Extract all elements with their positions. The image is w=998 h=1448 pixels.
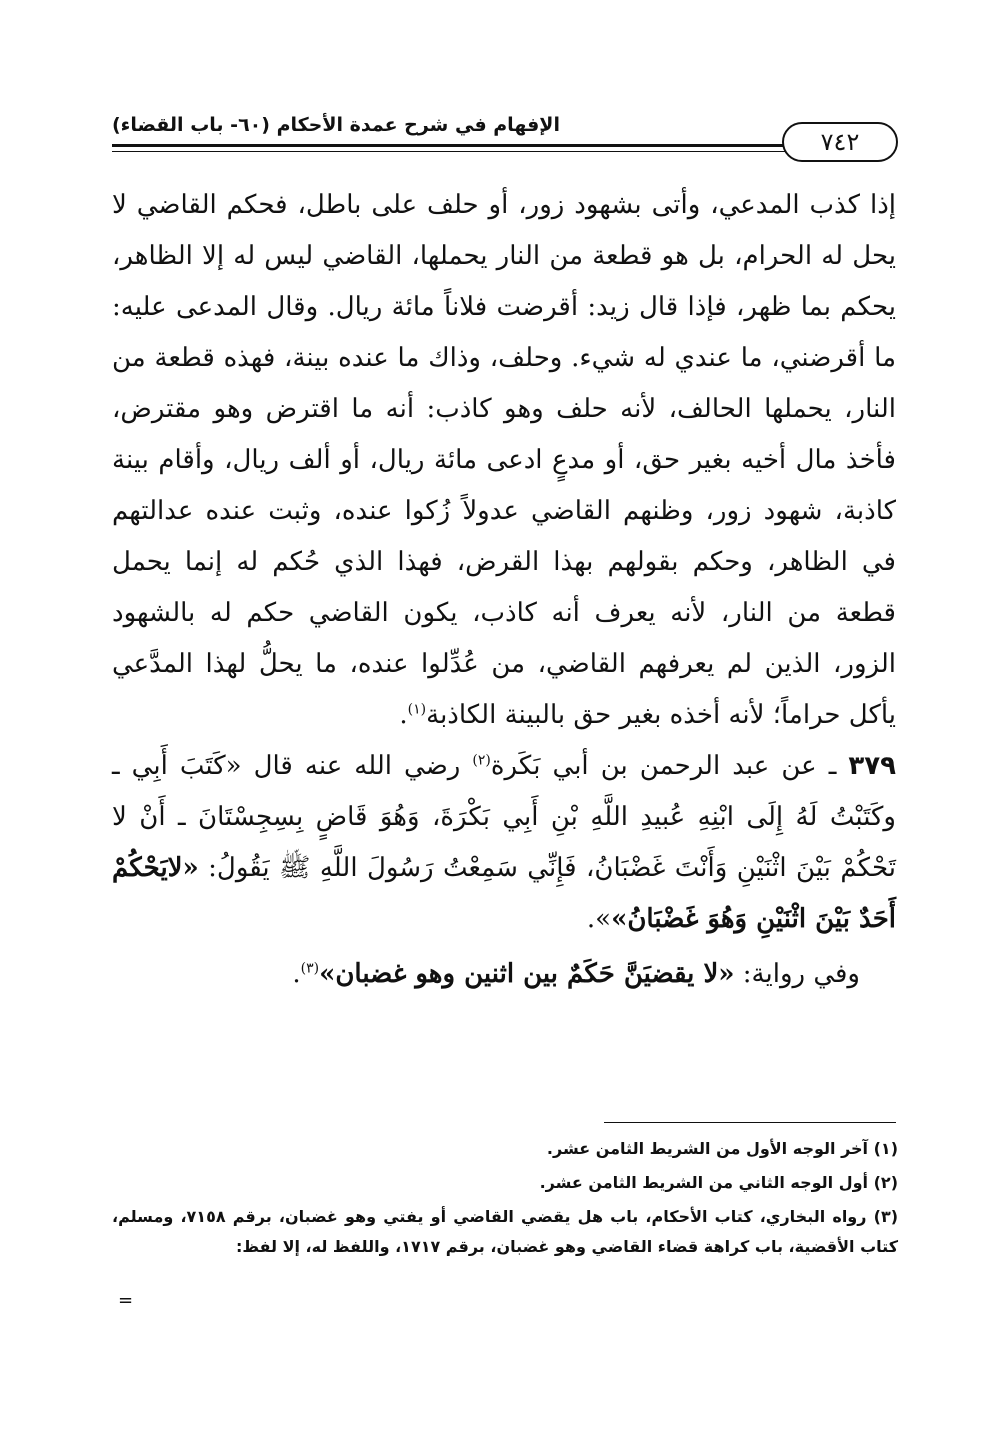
footnote-separator <box>604 1122 896 1123</box>
hadith-number: ٣٧٩ <box>848 751 896 781</box>
variant-quote: «لا يقضيَنَّ حَكَمٌ بين اثنين وهو غضبان» <box>319 959 735 989</box>
footnote-3: (٣) رواه البخاري، كتاب الأحكام، باب هل يقضي القاضي أو يفتي وهو غضبان، برقم ٧١٥٨، ومسلم، كتاب الأقضية، باب كراهة قضاء القاضي وهو غضبان، برقم ١٧١٧، واللفظ له، إلا لفظ: <box>112 1207 899 1256</box>
page-header <box>112 108 898 178</box>
paragraph-commentary <box>112 180 896 741</box>
continuation-mark: = <box>118 1290 134 1311</box>
hadith-end: ». <box>586 904 612 934</box>
footnote-2: (٢) أول الوجه الثاني من الشريط الثامن عشر. <box>539 1173 898 1192</box>
footnote-ref-2: (٢) <box>472 752 491 769</box>
commentary-end: . <box>399 700 408 730</box>
main-text <box>112 180 896 1000</box>
paragraph-hadith <box>112 741 896 945</box>
running-title: الإفهام في شرح عمدة الأحكام (٦٠- باب القضاء) <box>112 114 560 136</box>
paragraph-variant <box>112 949 896 1000</box>
footnote-ref-1: (١) <box>407 701 427 718</box>
footnotes <box>112 1134 898 1266</box>
footnote-1: (١) آخر الوجه الأول من الشريط الثامن عشر. <box>546 1139 898 1158</box>
footnote-ref-3: (٣) <box>300 960 320 977</box>
page-number: ٧٤٢ <box>782 122 898 162</box>
commentary-text: إذا كذب المدعي، وأتى بشهود زور، أو حلف على باطل، فحكم القاضي لا يحل له الحرام، بل هو قطعة من النار يحملها، القاضي ليس له إلا الظاهر، يحكم بما ظهر، فإذا قال زيد: أقرضت فلاناً مائة ريال. وقال المدعى عليه: ما أقرضني، ما عندي له شيء. وحلف، وذاك ما عنده بينة، فهذه قطعة من النار، يحملها الحالف، لأنه حلف وهو كاذب: أنه ما اقترض وهو مقترض، فأخذ مال أخيه بغير حق، أو مدعٍ ادعى مائة ريال، أو ألف ريال، وأقام بينة كاذبة، شهود زور، وظنهم القاضي عدولاً زُكوا عنده، وثبت عنده عدالتهم في الظاهر، وحكم بقولهم بهذا القرض، فهذا الذي حُكم له إنما يحمل قطعة من النار، لأنه يعرف أنه كاذب، يكون القاضي حكم له بالشهود الزور، الذين لم يعرفهم القاضي، من عُدِّلوا عنده، ما يحلُّ لهذا المدَّعي يأكل حراماً؛ لأنه أخذه بغير حق بالبينة الكاذبة <box>112 190 897 730</box>
header-rule-thin <box>112 151 812 152</box>
hadith-text: رضي الله عنه قال «كَتَبَ أَبِي ـ وكَتَبْتُ لَهُ إِلَى ابْنِهِ عُبيدِ اللَّهِ بْنِ أَبِي بَكْرَةَ، وَهُوَ قَاضٍ بِسِجِسْتَانَ ـ أَنْ لا تَحْكُمْ بَيْنَ اثْنَيْنِ وَأَنْتَ غَضْبَانُ، فَإِنِّي سَمِعْتُ رَسُولَ اللَّهِ ﷺ يَقُولُ: <box>112 751 896 883</box>
variant-prefix: وفي رواية: <box>734 959 860 989</box>
hadith-quote: «لايَحْكُمْ أَحَدٌ بَيْنَ اثْنَيْنِ وَهُوَ غَضْبَانُ» <box>112 853 896 934</box>
variant-end: . <box>292 959 301 989</box>
header-rule-thick <box>112 144 812 147</box>
hadith-intro: ـ عن عبد الرحمن بن أبي بَكَرة <box>490 751 849 781</box>
